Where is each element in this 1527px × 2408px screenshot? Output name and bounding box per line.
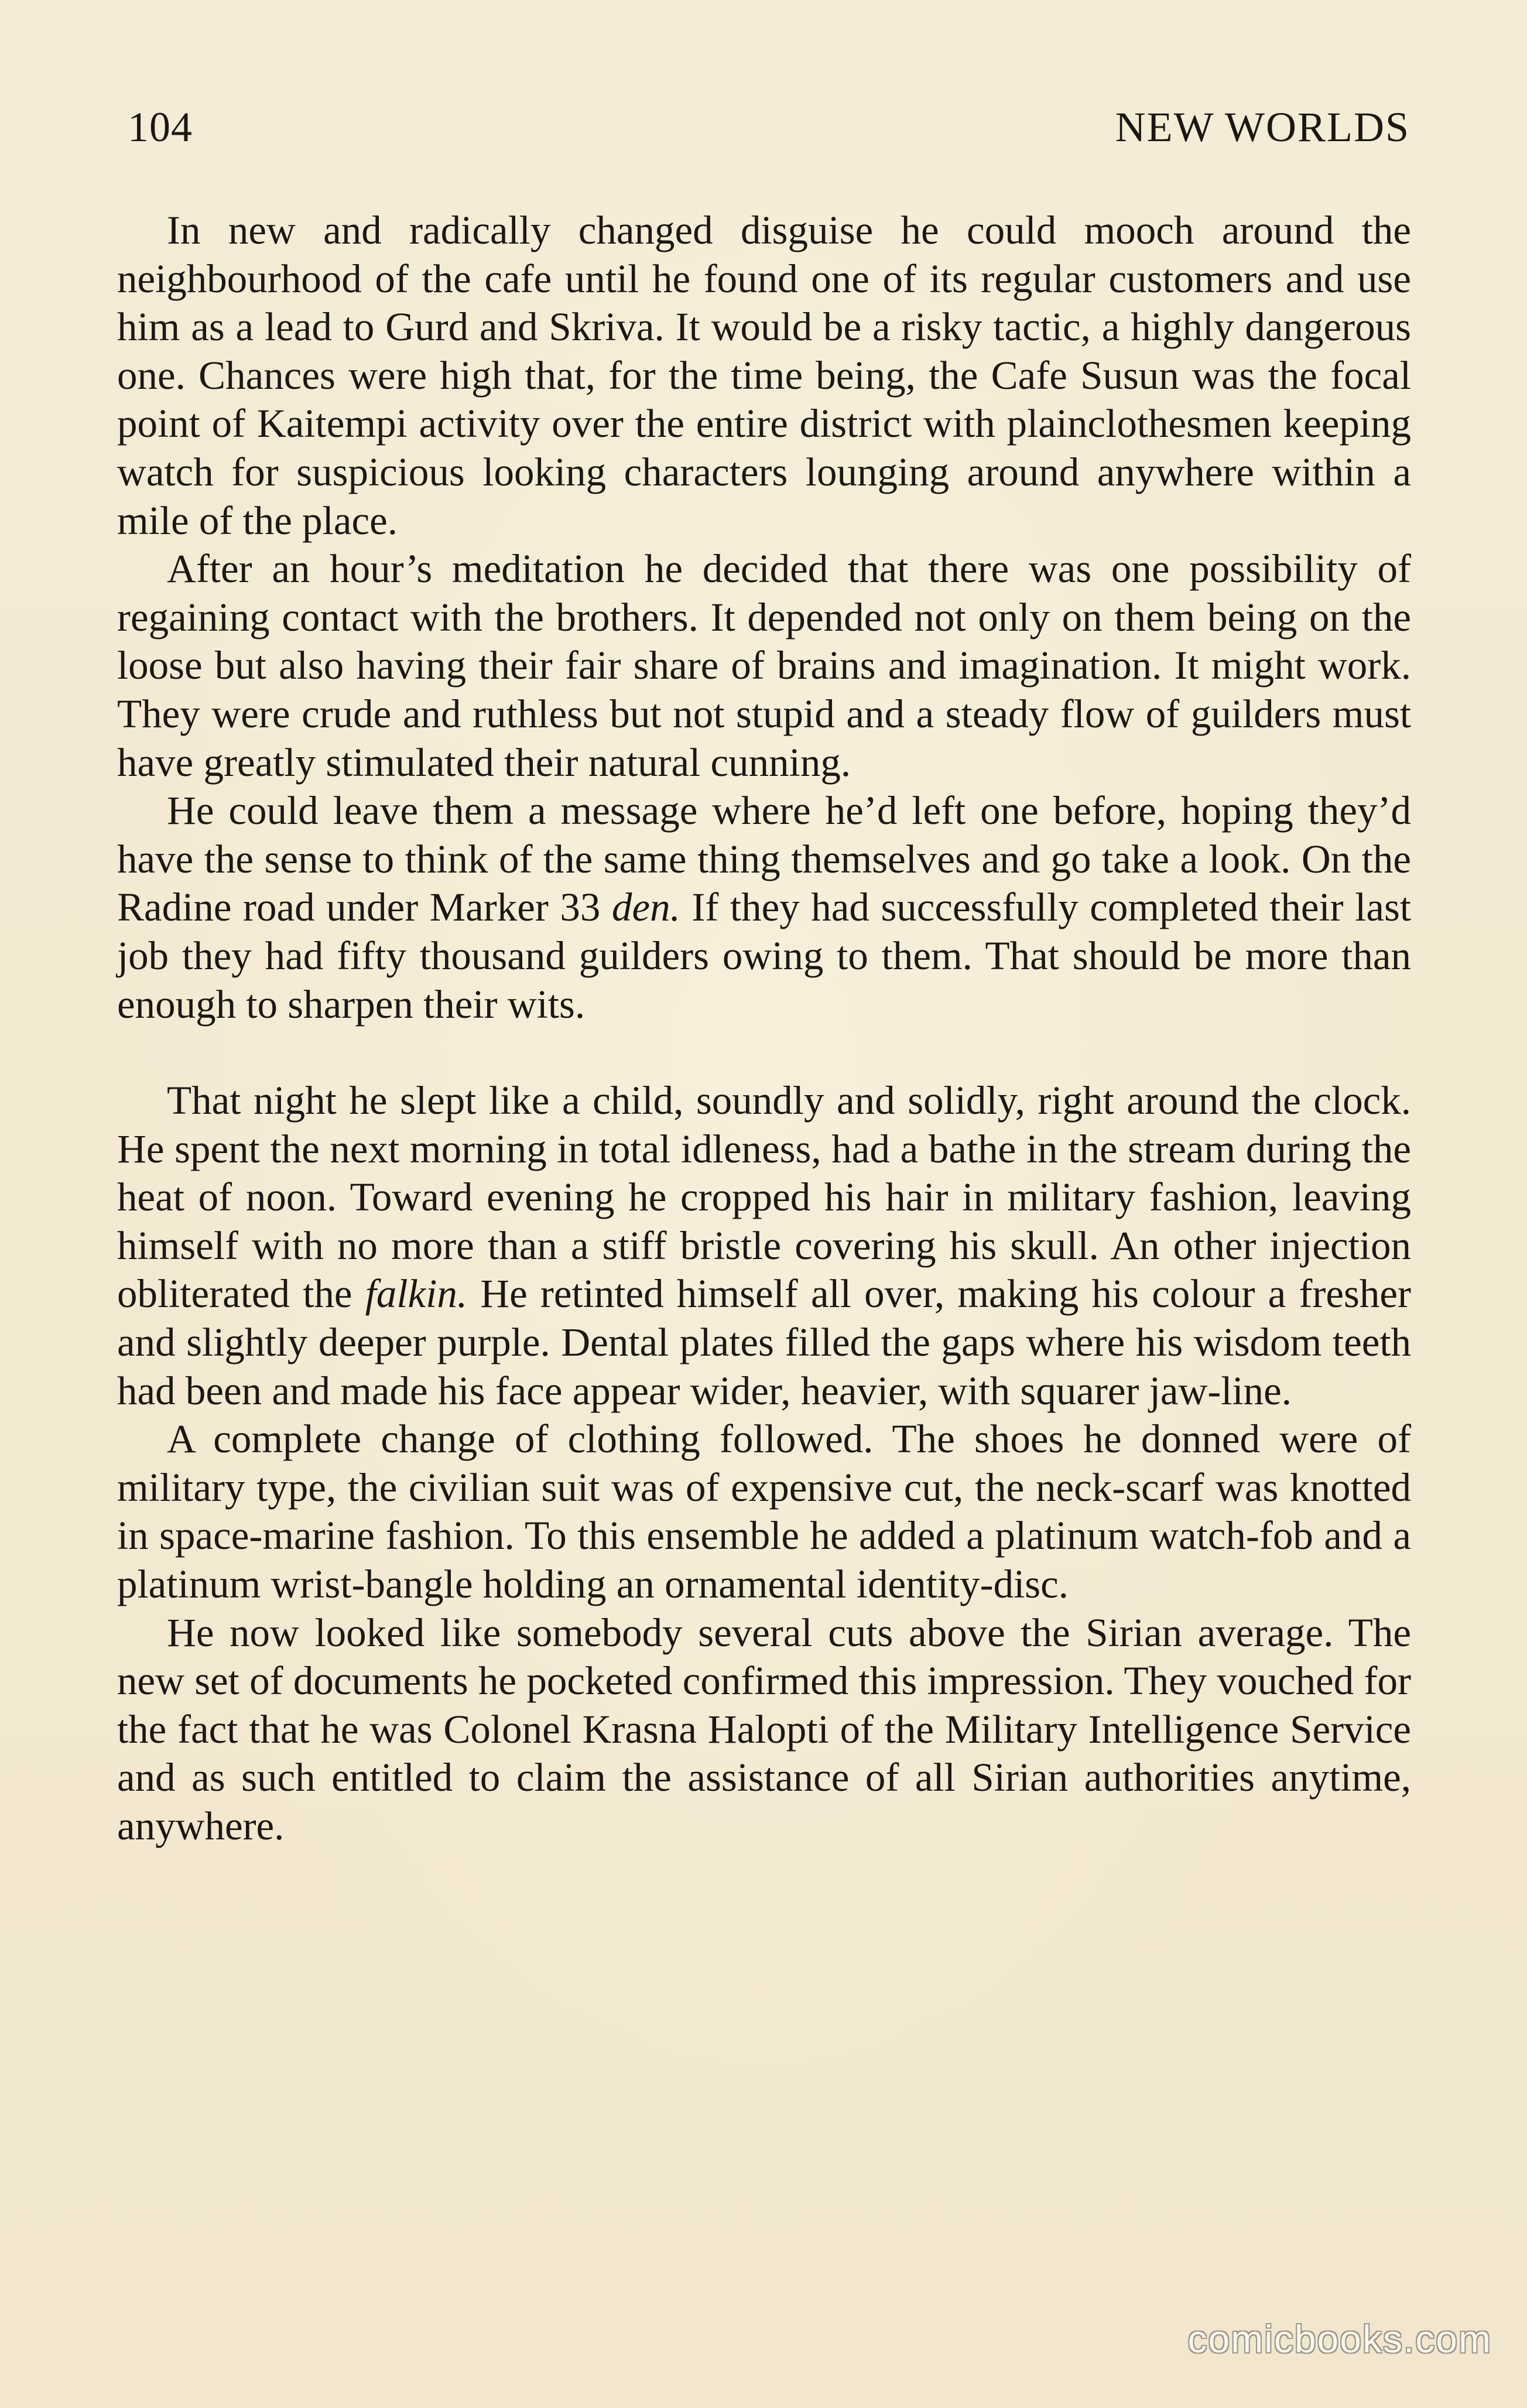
text-run: If they had successfully completed their last job they had fifty thousand guilders owing to them. That should be more than enough to sharpen their wits. — [117, 885, 1411, 1027]
section-break — [117, 1028, 1411, 1076]
text-run: That night he slept like a child, soundly and solidly, right around the clock. He spent the next morning in total idleness, had a bathe in the stream during the heat of noon. Toward evening he cropped his hair in military fashion, leaving himself with no more than a stiff bristle covering his skull. — [117, 1078, 1411, 1268]
running-title: NEW WORLDS — [1115, 104, 1410, 150]
italic-word: den. — [611, 885, 680, 930]
italic-word: falkin. — [365, 1271, 468, 1316]
paragraph — [117, 786, 1411, 1028]
page-header — [128, 103, 1410, 167]
page-number: 104 — [128, 104, 193, 150]
text-run: He retinted himself all over, making his colour a fresher and slightly deeper purple. Dental plates filled the gaps where his wisdom teeth had been and made his face appear wider, heavier, with squarer jaw-line. — [117, 1271, 1411, 1413]
paragraph: He now looked like somebody several cuts above the Sirian average. The new set of documents he pocketed confirmed this impression. They vouched for the fact that he was Colonel Krasna Halopti of the Military Intelligence Service and as such entitled to claim the assistance of all Sirian authorities anytime, anywhere. — [117, 1610, 1411, 1848]
paragraph: After an hour’s meditation he decided that there was one possibility of regaining contact with the brothers. It depended not only on them being on the loose but also having their fair share of brains and imagination. It might work. They were crude and ruthless but not stupid and a steady flow of guilders must have greatly stimulated their natural cunning. — [117, 546, 1411, 785]
text-run: An other injection obliterated the — [117, 1223, 1411, 1316]
paragraph: In new and radically changed disguise he could mooch around the neighbourhood of the cafe until he found one of its regular customers and use him as a lead to Gurd and Skriva. It would be a risky tactic, a highly dangerous one. Chances were high that, for the time being, the Cafe Susun was the focal point of Kaitempi activity over the entire district with plainclothesmen keeping watch for suspicious looking characters lounging around anywhere within a mile of the place. — [117, 208, 1411, 543]
paragraph: A complete change of clothing followed. The shoes he donned were of military type, the civilian suit was of expensive cut, the neck-scarf was knotted in space-marine fashion. To this ensemble he added a platinum watch-fob and a platinum wrist-bangle holding an ornamental identity-disc. — [117, 1417, 1411, 1607]
paragraph — [117, 1076, 1411, 1415]
text-run: He could leave them a message where he’d left one before, hoping they’d have the sense to think of the same thing themselves and go take a look. On the Radine road under Marker 33 — [117, 788, 1411, 930]
watermark: comicbooks.com — [1187, 2317, 1492, 2361]
body-text — [117, 206, 1411, 1851]
